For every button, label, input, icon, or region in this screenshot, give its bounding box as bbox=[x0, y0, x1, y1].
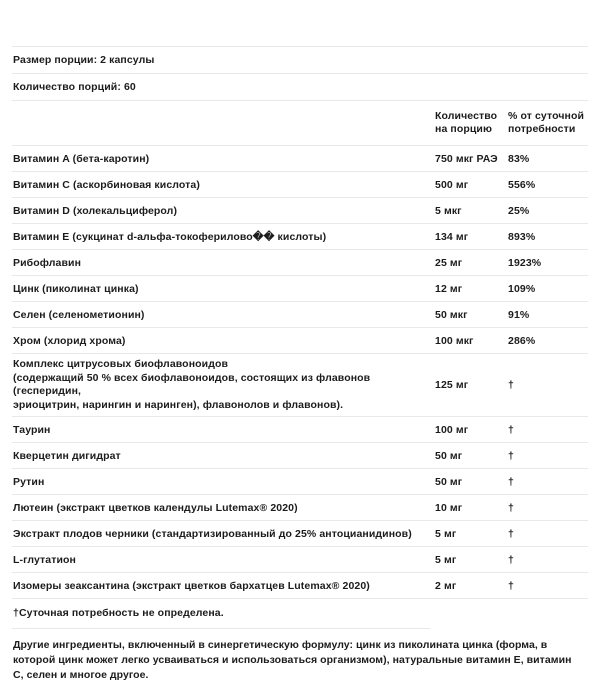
nutrient-name-cell bbox=[12, 495, 435, 521]
table-row bbox=[12, 198, 588, 224]
table-row bbox=[12, 521, 588, 547]
daily-value-cell: 109% bbox=[508, 276, 588, 302]
nutrient-name-cell bbox=[12, 172, 435, 198]
column-header-dv-line2: потребности bbox=[508, 123, 576, 135]
nutrient-name-cell bbox=[12, 521, 435, 547]
daily-value-cell: † bbox=[508, 469, 588, 495]
table-row bbox=[12, 224, 588, 250]
amount-per-serving-cell: 2 мг bbox=[435, 573, 508, 599]
amount-per-serving-cell: 5 мкг bbox=[435, 198, 508, 224]
daily-value-cell: † bbox=[508, 547, 588, 573]
daily-value-cell: 893% bbox=[508, 224, 588, 250]
other-ingredients-text: Другие ингредиенты, включенный в синергетическую формулу: цинк из пиколината цинка (форма, в которой цинк может легко усваиваться и использоваться организмом), натуральные витамин E, витамин C, селен и многое другое. bbox=[13, 639, 572, 681]
nutrient-name-line: Таурин bbox=[13, 423, 51, 436]
nutrient-name-cell bbox=[12, 547, 435, 573]
nutrient-name-line: Рутин bbox=[13, 475, 45, 488]
nutrient-name-line: Цинк (пиколинат цинка) bbox=[13, 282, 139, 295]
column-header-amount bbox=[435, 101, 508, 146]
amount-per-serving-cell: 125 мг bbox=[435, 354, 508, 417]
nutrient-name-line: Рибофлавин bbox=[13, 256, 82, 269]
nutrient-name-line: Экстракт плодов черники (стандартизированный до 25% антоцианидинов) bbox=[13, 527, 412, 540]
daily-value-footnote: †Суточная потребность не определена. bbox=[13, 607, 224, 619]
daily-value-cell: 286% bbox=[508, 328, 588, 354]
nutrient-name-cell bbox=[12, 198, 435, 224]
amount-per-serving-cell: 50 мг bbox=[435, 469, 508, 495]
nutrient-name-cell bbox=[12, 443, 435, 469]
table-row bbox=[12, 172, 588, 198]
nutrient-name-cell bbox=[12, 417, 435, 443]
nutrient-name-line: Витамин C (аскорбиновая кислота) bbox=[13, 178, 200, 191]
amount-per-serving-cell: 10 мг bbox=[435, 495, 508, 521]
servings-per-container-text: Количество порций: 60 bbox=[13, 81, 136, 93]
table-row bbox=[12, 250, 588, 276]
nutrient-name-line: Комплекс цитрусовых биофлавоноидов bbox=[13, 358, 229, 370]
table-row bbox=[12, 302, 588, 328]
nutrient-name-line: (содержащий 50 % всех биофлавоноидов, состоящих из флавонов (гесперидин, bbox=[13, 371, 371, 397]
daily-value-cell: 91% bbox=[508, 302, 588, 328]
nutrient-name-line: Кверцетин дигидрат bbox=[13, 449, 121, 462]
nutrient-name-cell bbox=[12, 328, 435, 354]
daily-value-cell: † bbox=[508, 521, 588, 547]
amount-per-serving-cell: 500 мг bbox=[435, 172, 508, 198]
amount-per-serving-cell: 25 мг bbox=[435, 250, 508, 276]
amount-per-serving-cell: 50 мкг bbox=[435, 302, 508, 328]
amount-per-serving-cell: 12 мг bbox=[435, 276, 508, 302]
nutrient-name-line: L-глутатион bbox=[13, 553, 76, 566]
nutrient-name-line: Витамин E (сукцинат d-альфа-токоферилово�� кислоты) bbox=[13, 230, 327, 243]
table-row bbox=[12, 443, 588, 469]
nutrient-name-cell bbox=[12, 250, 435, 276]
column-header-amount-line2: на порцию bbox=[435, 123, 493, 135]
table-row bbox=[12, 328, 588, 354]
nutrient-name-cell bbox=[12, 224, 435, 250]
column-header-dv-line1: % от суточной bbox=[508, 110, 585, 122]
amount-per-serving-cell: 5 мг bbox=[435, 521, 508, 547]
daily-value-cell: 556% bbox=[508, 172, 588, 198]
column-header-nutrient bbox=[12, 101, 435, 146]
nutrient-name-line: эриоцитрин, нарингин и наринген), флавонолов и флавонов). bbox=[13, 398, 344, 411]
table-header-row bbox=[12, 101, 588, 146]
daily-value-cell: † bbox=[508, 417, 588, 443]
amount-per-serving-cell: 750 мкг РАЭ bbox=[435, 146, 508, 172]
table-body bbox=[12, 146, 588, 599]
amount-per-serving-cell: 5 мг bbox=[435, 547, 508, 573]
top-spacer bbox=[0, 0, 600, 46]
daily-value-cell: † bbox=[508, 354, 588, 417]
nutrient-name-cell bbox=[12, 302, 435, 328]
table-row bbox=[12, 469, 588, 495]
nutrient-name-line: Селен (селенометионин) bbox=[13, 308, 145, 321]
amount-per-serving-cell: 50 мг bbox=[435, 443, 508, 469]
amount-per-serving-cell: 100 мг bbox=[435, 417, 508, 443]
amount-per-serving-cell: 134 мг bbox=[435, 224, 508, 250]
nutrient-name-cell bbox=[12, 276, 435, 302]
daily-value-cell: 25% bbox=[508, 198, 588, 224]
daily-value-cell: 83% bbox=[508, 146, 588, 172]
serving-size-row bbox=[0, 47, 600, 73]
nutrient-name-line: Витамин D (холекальциферол) bbox=[13, 204, 178, 217]
nutrient-name-cell bbox=[12, 573, 435, 599]
nutrient-name-line: Изомеры зеаксантина (экстракт цветков бархатцев Lutemax® 2020) bbox=[13, 579, 370, 592]
column-header-daily-value bbox=[508, 101, 588, 146]
daily-value-cell: † bbox=[508, 495, 588, 521]
table-row bbox=[12, 573, 588, 599]
serving-size-text: Размер порции: 2 капсулы bbox=[13, 54, 155, 66]
nutrient-name-line: Хром (хлорид хрома) bbox=[13, 334, 126, 347]
daily-value-cell: † bbox=[508, 443, 588, 469]
nutrient-name-line: Лютеин (экстракт цветков календулы Lutemax® 2020) bbox=[13, 501, 298, 514]
table-row bbox=[12, 547, 588, 573]
column-header-amount-line1: Количество bbox=[435, 110, 498, 122]
daily-value-cell: 1923% bbox=[508, 250, 588, 276]
table-row bbox=[12, 276, 588, 302]
supplement-facts-table bbox=[12, 101, 588, 599]
amount-per-serving-cell: 100 мкг bbox=[435, 328, 508, 354]
table-row bbox=[12, 417, 588, 443]
nutrient-name-cell bbox=[12, 469, 435, 495]
servings-per-container-row bbox=[0, 74, 600, 100]
daily-value-cell: † bbox=[508, 573, 588, 599]
table-row bbox=[12, 495, 588, 521]
table-header bbox=[12, 101, 588, 146]
table-row bbox=[12, 146, 588, 172]
table-row bbox=[12, 354, 588, 417]
nutrient-name-line: Витамин A (бета-каротин) bbox=[13, 152, 150, 165]
nutrient-name-cell bbox=[12, 146, 435, 172]
nutrient-name-cell bbox=[12, 354, 435, 417]
